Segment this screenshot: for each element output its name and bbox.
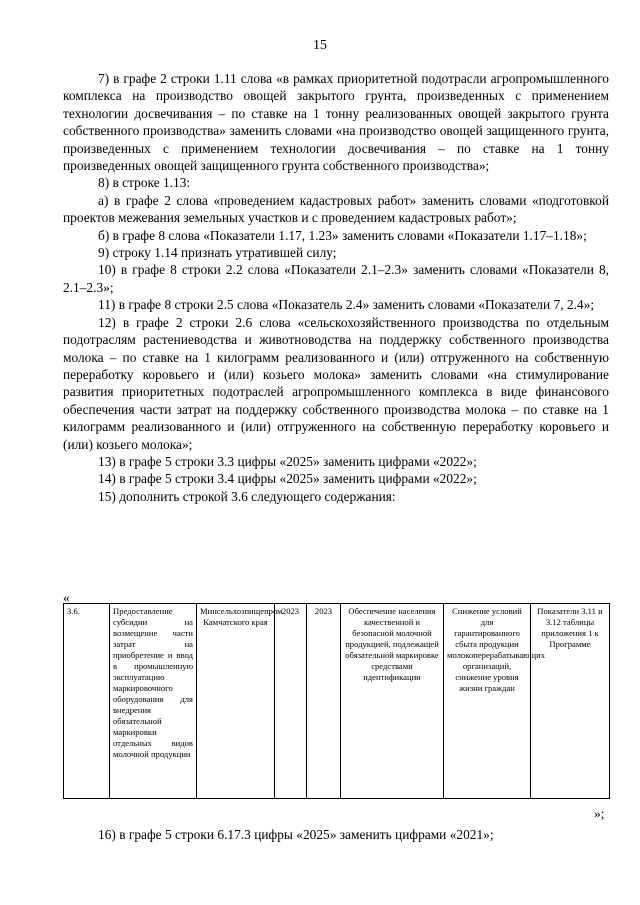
paragraph-13: 13) в графе 5 строки 3.3 цифры «2025» заменить цифрами «2022»; [98,453,477,469]
paragraph-15: 15) дополнить строкой 3.6 следующего содержания: [98,488,396,504]
page-number: 15 [313,38,327,53]
paragraph-16: 16) в графе 5 строки 6.17.3 цифры «2025» заменить цифрами «2021»; [98,827,494,842]
cell-start-year: 2023 [275,604,307,799]
paragraph-10: 10) в графе 8 строки 2.2 слова «Показатели 2.1–2.3» заменить словами «Показатели 8, 2.1–2.3»; [63,262,609,295]
cell-expected-result: Обеспечение населения качественной и безопасной молочной продукцией, подлежащей обязательной маркировке средствами идентификации [341,604,444,799]
table-row [64,604,610,799]
paragraph-14: 14) в графе 5 строки 3.4 цифры «2025» заменить цифрами «2022»; [98,471,477,487]
paragraph-8: 8) в строке 1.13: [98,175,191,191]
paragraph-11: 11) в графе 8 строки 2.5 слова «Показатель 2.4» заменить словами «Показатели 7, 2.4»; [98,297,595,313]
cell-number: 3.6. [64,604,110,799]
document-body [63,70,609,505]
inserted-row-table [63,603,610,799]
paragraph-9: 9) строку 1.14 признать утратившей силу; [98,245,337,261]
cell-measure: Предоставление субсидии на возмещение части затрат на приобретение и ввод в промышленную эксплуатацию маркировочного оборудования для внедрения обязательной маркировки отдельных видов молочной продукции [110,604,197,799]
paragraph-7: 7) в графе 2 строки 1.11 слова «в рамках приоритетной подотрасли агропромышленного комплекса на производство овощей закрытого грунта, произведенных с применением технологии досвечивания – по ставке на 1 тонну реализованных овощей закрытого грунта собственного производства» заменить словами «на производство овощей защищенного грунта, произведенных с применением технологии досвечивания – по ставке на 1 тонну произведенных овощей защищенного грунта собственного производства»; [63,71,609,174]
document-body-end [63,826,609,843]
paragraph-12: 12) в графе 2 строки 2.6 слова «сельскохозяйственного производства по отдельным подотраслям растениеводства и животноводства на поддержку собственного производства молока – по ставке на 1 килограмм реализованного и (или) отгруженного на собственную переработку коровьего и (или) козьего молока» заменить словами «на стимулирование развития приоритетных подотраслей агропромышленного комплекса в виде финансового обеспечения части затрат на поддержку собственного производства молока – по ставке на 1 килограмм реализованного и (или) отгруженного на собственную переработку коровьего и (или) козьего молока»; [63,314,609,452]
cell-executor: Минсельхозпищепром Камчатского края [197,604,275,799]
cell-consequences: Снижение условий для гарантированного сбыта продукции молокоперерабатывающих организаций, снижение уровня жизни граждан [444,604,531,799]
quote-open: « [63,590,70,605]
cell-indicators: Показатели 3.11 и 3.12 таблицы приложения 1 к Программе [531,604,610,799]
cell-end-year: 2023 [307,604,341,799]
paragraph-8b: б) в графе 8 слова «Показатели 1.17, 1.23» заменить словами «Показатели 1.17–1.18»; [98,227,587,243]
quote-close: »; [594,806,605,821]
paragraph-8a: а) в графе 2 слова «проведением кадастровых работ» заменить словами «подготовкой проектов межевания земельных участков и с проведением кадастровых работ»; [63,192,609,226]
